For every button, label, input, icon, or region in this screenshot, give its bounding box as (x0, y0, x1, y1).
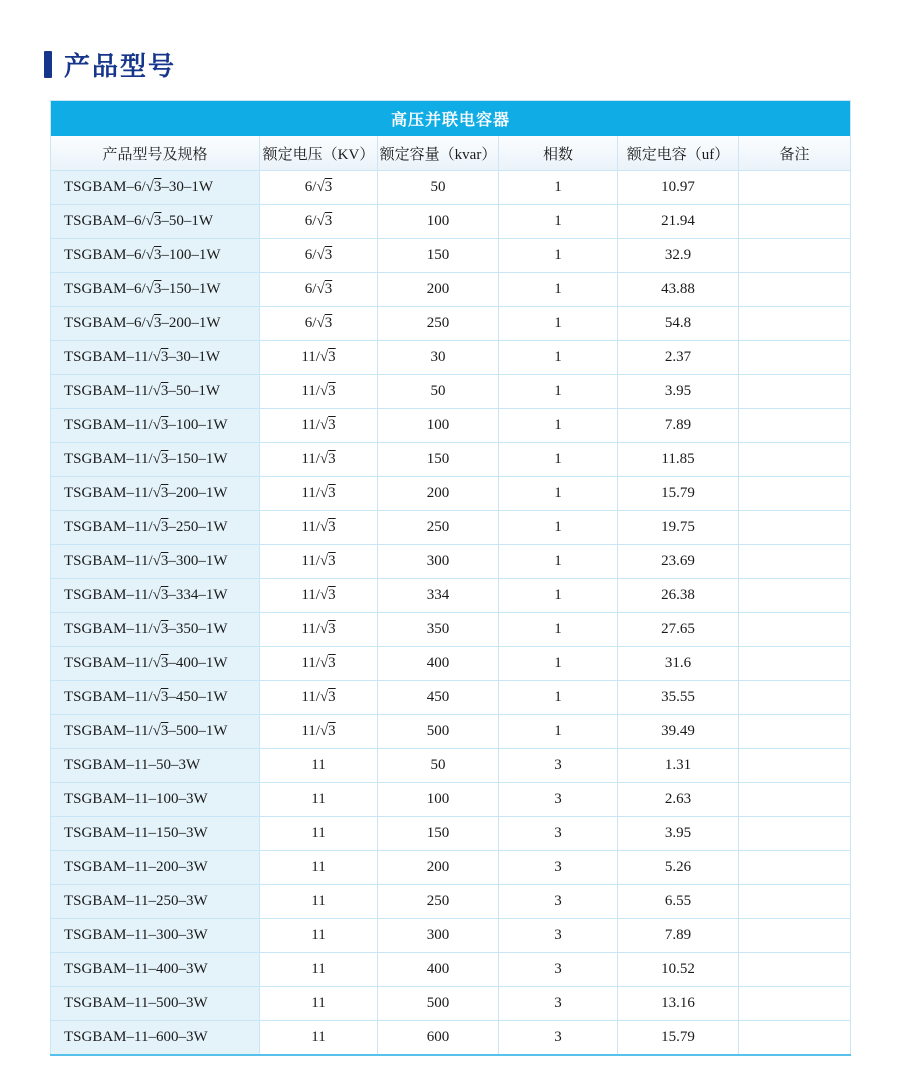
cell-capacity: 300 (378, 545, 499, 579)
cell-model: TSGBAM–11/√3–100–1W (51, 409, 260, 443)
cell-model: TSGBAM–11–100–3W (51, 783, 260, 817)
cell-remark (739, 647, 851, 681)
cell-capacity: 100 (378, 205, 499, 239)
cell-remark (739, 885, 851, 919)
cell-model: TSGBAM–6/√3–200–1W (51, 307, 260, 341)
table-row (51, 987, 851, 1021)
cell-capacity: 400 (378, 647, 499, 681)
cell-capacitance: 26.38 (618, 579, 739, 613)
cell-capacitance: 13.16 (618, 987, 739, 1021)
cell-capacitance: 39.49 (618, 715, 739, 749)
cell-voltage: 11 (260, 749, 378, 783)
capacitor-spec-table (50, 100, 851, 1056)
col-header-voltage: 额定电压（KV） (260, 136, 378, 171)
cell-remark (739, 511, 851, 545)
cell-model: TSGBAM–11–150–3W (51, 817, 260, 851)
cell-capacitance: 2.37 (618, 341, 739, 375)
cell-capacity: 50 (378, 171, 499, 205)
cell-remark (739, 375, 851, 409)
table-row (51, 647, 851, 681)
cell-model: TSGBAM–11/√3–300–1W (51, 545, 260, 579)
cell-remark (739, 851, 851, 885)
table-body (51, 171, 851, 1056)
cell-voltage: 11 (260, 1021, 378, 1056)
cell-capacity: 100 (378, 783, 499, 817)
cell-phases: 3 (499, 749, 618, 783)
cell-phases: 3 (499, 953, 618, 987)
cell-phases: 1 (499, 239, 618, 273)
cell-remark (739, 681, 851, 715)
table-row (51, 239, 851, 273)
cell-capacitance: 6.55 (618, 885, 739, 919)
cell-capacitance: 15.79 (618, 477, 739, 511)
page-title: 产品型号 (64, 51, 177, 81)
cell-capacity: 500 (378, 987, 499, 1021)
cell-model: TSGBAM–11–250–3W (51, 885, 260, 919)
cell-capacitance: 10.97 (618, 171, 739, 205)
cell-capacity: 600 (378, 1021, 499, 1056)
cell-remark (739, 783, 851, 817)
cell-voltage: 11/√3 (260, 375, 378, 409)
cell-capacity: 50 (378, 749, 499, 783)
cell-capacity: 450 (378, 681, 499, 715)
cell-phases: 1 (499, 715, 618, 749)
cell-capacity: 50 (378, 375, 499, 409)
cell-remark (739, 307, 851, 341)
cell-capacity: 150 (378, 239, 499, 273)
cell-model: TSGBAM–6/√3–50–1W (51, 205, 260, 239)
table-row (51, 953, 851, 987)
cell-remark (739, 171, 851, 205)
cell-voltage: 11 (260, 987, 378, 1021)
cell-phases: 1 (499, 613, 618, 647)
cell-phases: 1 (499, 205, 618, 239)
cell-capacitance: 54.8 (618, 307, 739, 341)
cell-model: TSGBAM–11/√3–450–1W (51, 681, 260, 715)
cell-phases: 1 (499, 409, 618, 443)
cell-capacity: 150 (378, 817, 499, 851)
table-title: 高压并联电容器 (51, 101, 851, 137)
cell-remark (739, 239, 851, 273)
cell-model: TSGBAM–11/√3–334–1W (51, 579, 260, 613)
table-row (51, 851, 851, 885)
cell-voltage: 11 (260, 885, 378, 919)
cell-remark (739, 273, 851, 307)
cell-voltage: 11 (260, 783, 378, 817)
table-row (51, 443, 851, 477)
cell-remark (739, 579, 851, 613)
cell-remark (739, 205, 851, 239)
table-row (51, 545, 851, 579)
cell-capacity: 200 (378, 477, 499, 511)
cell-remark (739, 1021, 851, 1056)
cell-capacitance: 1.31 (618, 749, 739, 783)
cell-capacitance: 3.95 (618, 375, 739, 409)
cell-remark (739, 715, 851, 749)
table-row (51, 715, 851, 749)
cell-model: TSGBAM–11–400–3W (51, 953, 260, 987)
cell-capacity: 334 (378, 579, 499, 613)
cell-remark (739, 817, 851, 851)
col-header-capacity: 额定容量（kvar） (378, 136, 499, 171)
cell-capacitance: 27.65 (618, 613, 739, 647)
cell-phases: 1 (499, 579, 618, 613)
cell-model: TSGBAM–11/√3–50–1W (51, 375, 260, 409)
cell-model: TSGBAM–11/√3–400–1W (51, 647, 260, 681)
cell-voltage: 11/√3 (260, 715, 378, 749)
cell-voltage: 6/√3 (260, 205, 378, 239)
cell-capacity: 500 (378, 715, 499, 749)
cell-model: TSGBAM–11/√3–30–1W (51, 341, 260, 375)
cell-capacitance: 43.88 (618, 273, 739, 307)
cell-remark (739, 409, 851, 443)
table-row (51, 1021, 851, 1056)
cell-phases: 1 (499, 681, 618, 715)
cell-remark (739, 919, 851, 953)
cell-capacity: 250 (378, 307, 499, 341)
cell-remark (739, 443, 851, 477)
cell-phases: 1 (499, 307, 618, 341)
table-row (51, 681, 851, 715)
cell-voltage: 11/√3 (260, 511, 378, 545)
cell-capacitance: 23.69 (618, 545, 739, 579)
cell-voltage: 11/√3 (260, 681, 378, 715)
cell-capacitance: 7.89 (618, 409, 739, 443)
table-row (51, 579, 851, 613)
table-row (51, 171, 851, 205)
cell-capacity: 350 (378, 613, 499, 647)
cell-voltage: 11/√3 (260, 409, 378, 443)
cell-voltage: 11/√3 (260, 341, 378, 375)
cell-voltage: 11/√3 (260, 477, 378, 511)
cell-remark (739, 477, 851, 511)
table-row (51, 205, 851, 239)
table-row (51, 783, 851, 817)
cell-model: TSGBAM–11/√3–200–1W (51, 477, 260, 511)
table-row (51, 511, 851, 545)
section-title (44, 46, 176, 83)
cell-phases: 1 (499, 171, 618, 205)
cell-capacity: 300 (378, 919, 499, 953)
cell-phases: 3 (499, 987, 618, 1021)
table-row (51, 817, 851, 851)
cell-capacitance: 15.79 (618, 1021, 739, 1056)
table-row (51, 341, 851, 375)
cell-phases: 3 (499, 1021, 618, 1056)
cell-phases: 1 (499, 375, 618, 409)
cell-capacitance: 7.89 (618, 919, 739, 953)
cell-capacity: 200 (378, 273, 499, 307)
cell-capacitance: 11.85 (618, 443, 739, 477)
cell-capacitance: 19.75 (618, 511, 739, 545)
table-row (51, 409, 851, 443)
cell-capacity: 200 (378, 851, 499, 885)
cell-voltage: 11/√3 (260, 443, 378, 477)
cell-remark (739, 749, 851, 783)
table-row (51, 273, 851, 307)
table-row (51, 477, 851, 511)
cell-phases: 1 (499, 511, 618, 545)
table-row (51, 885, 851, 919)
cell-voltage: 11 (260, 919, 378, 953)
cell-phases: 3 (499, 851, 618, 885)
cell-capacitance: 10.52 (618, 953, 739, 987)
cell-phases: 1 (499, 647, 618, 681)
cell-voltage: 11 (260, 851, 378, 885)
cell-phases: 3 (499, 817, 618, 851)
cell-remark (739, 953, 851, 987)
cell-capacity: 100 (378, 409, 499, 443)
cell-model: TSGBAM–11–600–3W (51, 1021, 260, 1056)
cell-phases: 3 (499, 919, 618, 953)
cell-remark (739, 987, 851, 1021)
cell-voltage: 6/√3 (260, 239, 378, 273)
col-header-capacitance: 额定电容（uf） (618, 136, 739, 171)
table-row (51, 375, 851, 409)
table-title-row (51, 101, 851, 137)
table-row (51, 919, 851, 953)
cell-voltage: 11 (260, 953, 378, 987)
table-row (51, 749, 851, 783)
cell-phases: 1 (499, 477, 618, 511)
cell-capacitance: 5.26 (618, 851, 739, 885)
cell-phases: 1 (499, 341, 618, 375)
cell-capacity: 30 (378, 341, 499, 375)
cell-voltage: 11/√3 (260, 579, 378, 613)
cell-capacitance: 32.9 (618, 239, 739, 273)
cell-capacitance: 3.95 (618, 817, 739, 851)
col-header-phases: 相数 (499, 136, 618, 171)
cell-remark (739, 545, 851, 579)
cell-remark (739, 613, 851, 647)
cell-model: TSGBAM–11–500–3W (51, 987, 260, 1021)
cell-phases: 1 (499, 545, 618, 579)
cell-phases: 1 (499, 273, 618, 307)
cell-model: TSGBAM–11/√3–350–1W (51, 613, 260, 647)
cell-voltage: 6/√3 (260, 171, 378, 205)
cell-voltage: 11/√3 (260, 647, 378, 681)
table-head (51, 101, 851, 171)
table-row (51, 613, 851, 647)
cell-capacitance: 21.94 (618, 205, 739, 239)
cell-voltage: 11/√3 (260, 545, 378, 579)
cell-remark (739, 341, 851, 375)
cell-capacity: 400 (378, 953, 499, 987)
col-header-remark: 备注 (739, 136, 851, 171)
cell-voltage: 6/√3 (260, 273, 378, 307)
cell-model: TSGBAM–6/√3–150–1W (51, 273, 260, 307)
cell-phases: 3 (499, 885, 618, 919)
cell-model: TSGBAM–11/√3–250–1W (51, 511, 260, 545)
cell-phases: 3 (499, 783, 618, 817)
cell-capacity: 250 (378, 511, 499, 545)
cell-phases: 1 (499, 443, 618, 477)
cell-capacity: 150 (378, 443, 499, 477)
cell-model: TSGBAM–11/√3–150–1W (51, 443, 260, 477)
cell-voltage: 11 (260, 817, 378, 851)
cell-capacitance: 35.55 (618, 681, 739, 715)
cell-capacitance: 31.6 (618, 647, 739, 681)
col-header-model: 产品型号及规格 (51, 136, 260, 171)
cell-model: TSGBAM–11–300–3W (51, 919, 260, 953)
cell-voltage: 11/√3 (260, 613, 378, 647)
cell-model: TSGBAM–6/√3–100–1W (51, 239, 260, 273)
cell-voltage: 6/√3 (260, 307, 378, 341)
cell-model: TSGBAM–11/√3–500–1W (51, 715, 260, 749)
table-row (51, 307, 851, 341)
cell-model: TSGBAM–6/√3–30–1W (51, 171, 260, 205)
cell-model: TSGBAM–11–200–3W (51, 851, 260, 885)
column-header-row (51, 136, 851, 171)
title-accent-bar (44, 51, 52, 78)
cell-capacitance: 2.63 (618, 783, 739, 817)
cell-capacity: 250 (378, 885, 499, 919)
cell-model: TSGBAM–11–50–3W (51, 749, 260, 783)
